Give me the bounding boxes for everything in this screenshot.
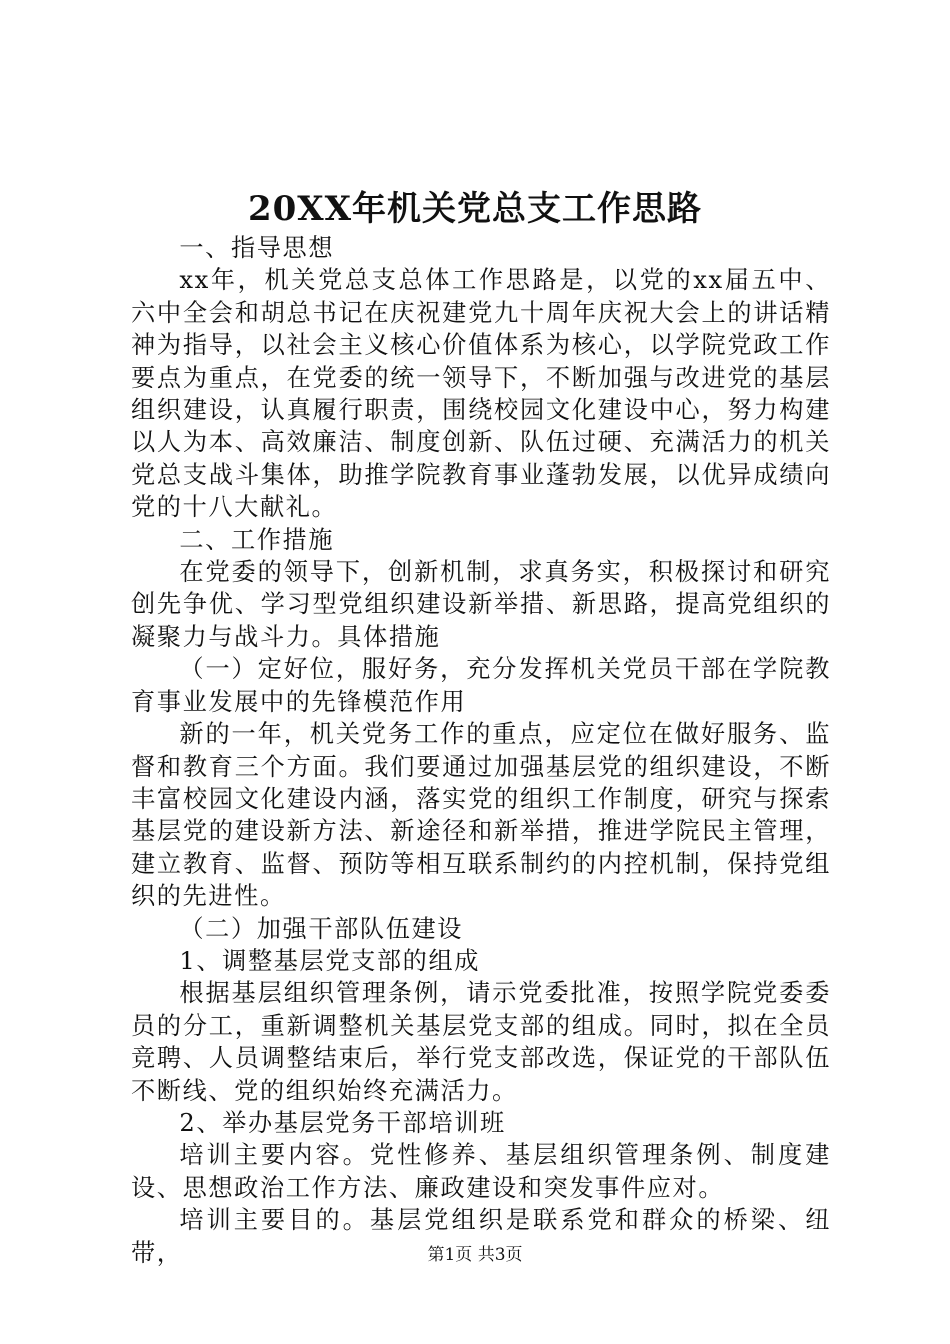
paragraph: 在党委的领导下，创新机制，求真务实，积极探讨和研究创先争优、学习型党组织建设新举措、新思路，提高党组织的凝聚力与战斗力。具体措施: [131, 558, 831, 651]
item-heading: 2、举办基层党务干部培训班: [179, 1108, 506, 1137]
document-body: [131, 232, 831, 1269]
paragraph: 新的一年，机关党务工作的重点，应定位在做好服务、监督和教育三个方面。我们要通过加强基层党的组织建设，不断丰富校园文化建设内涵，落实党的组织工作制度，研究与探索基层党的建设新方法、新途径和新举措，推进学院民主管理，建立教育、监督、预防等相互联系制约的内控机制，保持党组织的先进性。: [131, 720, 831, 911]
paragraph: 根据基层组织管理条例，请示党委批准，按照学院党委委员的分工，重新调整机关基层党支部的组成。同时，拟在全员竞聘、人员调整结束后，举行党支部改选，保证党的干部队伍不断线、党的组织始终充满活力。: [131, 979, 831, 1105]
subsection-heading: （二）加强干部队伍建设: [179, 914, 464, 943]
paragraph: xx年，机关党总支总体工作思路是，以党的xx届五中、六中全会和胡总书记在庆祝建党九十周年庆祝大会上的讲话精神为指导，以社会主义核心价值体系为核心，以学院党政工作要点为重点，在党委的统一领导下，不断加强与改进党的基层组织建设，认真履行职责，围绕校园文化建设中心，努力构建以人为本、高效廉洁、制度创新、队伍过硬、充满活力的机关党总支战斗集体，助推学院教育事业蓬勃发展，以优异成绩向党的十八大献礼。: [131, 266, 831, 522]
section-heading: 二、工作措施: [179, 525, 335, 554]
section-heading: 一、指导思想: [179, 234, 335, 262]
paragraph: 培训主要目的。基层党组织是联系党和群众的桥梁、纽带，: [131, 1206, 831, 1267]
item-heading: 1、调整基层党支部的组成: [179, 946, 481, 975]
page-footer: 第1页 共3页: [427, 1245, 523, 1265]
paragraph: 培训主要内容。党性修养、基层组织管理条例、制度建设、思想政治工作方法、廉政建设和突发事件应对。: [131, 1141, 831, 1202]
document-title: 20XX年机关党总支工作思路: [247, 189, 703, 229]
subsection-heading: （一）定好位，服好务，充分发挥机关党员干部在学院教育事业发展中的先锋模范作用: [131, 655, 831, 716]
